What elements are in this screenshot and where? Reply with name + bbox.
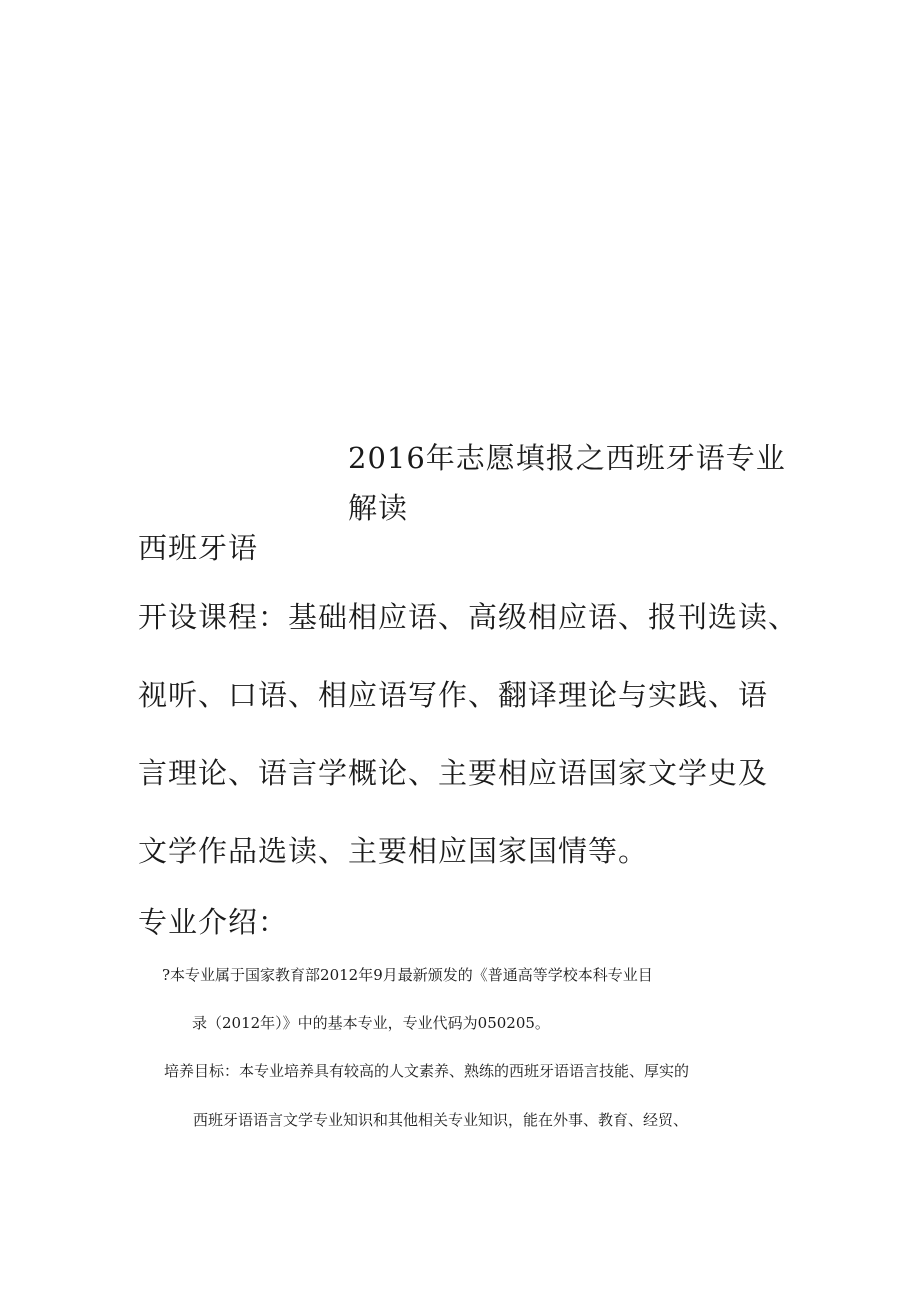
intro-paragraph-1-line-2: 录（2012年）》中的基本专业，专业代码为050205。 [192, 1014, 550, 1032]
intro-paragraph-1-line-1: ?本专业属于国家教育部2012年9月最新颁发的《普通高等学校本科专业目 [162, 966, 653, 984]
courses-paragraph [138, 598, 799, 910]
courses-line: 视听、口语、相应语写作、翻译理论与实践、语 [138, 678, 769, 712]
document-title-line-2: 解读 [348, 491, 409, 525]
intro-paragraph-2-line-1: 培养目标：本专业培养具有较高的人文素养、熟练的西班牙语语言技能、厚实的 [164, 1062, 690, 1080]
courses-line: 言理论、语言学概论、主要相应语国家文学史及 [138, 756, 769, 790]
intro-paragraph-2-line-2: 西班牙语语言文学专业知识和其他相关专业知识，能在外事、教育、经贸、 [193, 1111, 689, 1129]
courses-line: 开设课程：基础相应语、高级相应语、报刊选读、 [138, 600, 799, 634]
document-title-line-1: 2016年志愿填报之西班牙语专业 [348, 441, 786, 475]
subject-heading: 西班牙语 [138, 531, 259, 565]
intro-heading: 专业介绍： [138, 905, 289, 939]
courses-line: 文学作品选读、主要相应国家国情等。 [138, 834, 649, 868]
